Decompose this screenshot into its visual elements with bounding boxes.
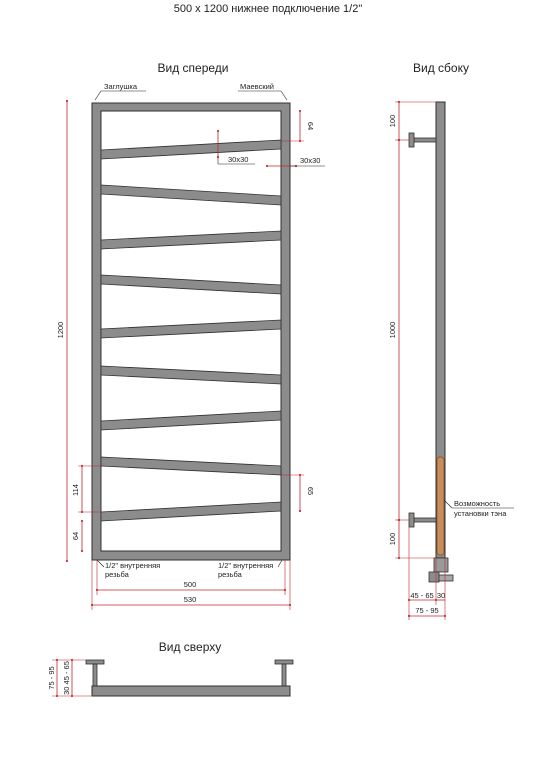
- frame-profile-dimension: 30х30: [300, 156, 321, 165]
- wall-offset-dimension: 45 - 65: [410, 591, 434, 600]
- top-view-heading: Вид сверху: [158, 640, 222, 654]
- bar-3: [101, 231, 281, 249]
- bar-6: [101, 366, 281, 384]
- mayevsky-label: Маевский: [240, 82, 274, 91]
- front-view: [56, 61, 325, 610]
- total-width-dimension: 530: [183, 595, 197, 604]
- bar-2: [101, 185, 281, 205]
- bar-4: [101, 275, 281, 294]
- drawing-title: 500 х 1200 нижнее подключение 1/2": [173, 3, 363, 15]
- bar-7: [101, 411, 281, 430]
- axis-width-dimension: 500: [183, 580, 197, 589]
- side-view: [388, 61, 514, 620]
- thread-right-line2: резьба: [218, 570, 242, 579]
- top-bracket-left: [86, 660, 104, 664]
- top-gap-dimension: 64: [306, 121, 315, 131]
- front-bars: [101, 140, 281, 521]
- side-bracket-top: [414, 138, 436, 142]
- bar-8: [101, 457, 281, 475]
- total-depth-dimension: 75 - 95: [415, 606, 439, 615]
- top-total-dimension: 75 - 95: [47, 666, 56, 690]
- bar-9: [101, 502, 281, 521]
- top-body: [92, 686, 290, 696]
- bottom-gap-dimension: 64: [71, 531, 80, 541]
- top-view: [47, 640, 293, 696]
- top-parts-dimension: 30 45 - 65: [62, 661, 71, 695]
- bar-offset-dimension: 65: [306, 486, 315, 496]
- thread-right-line1: 1/2" внутренняя: [218, 561, 274, 570]
- profile-depth-dimension: 30: [436, 591, 446, 600]
- bar-5: [101, 320, 281, 338]
- step-dimension: 114: [71, 484, 80, 496]
- side-bottom-dimension: 100: [388, 532, 397, 546]
- heater-note-line1: Возможность: [454, 499, 501, 508]
- side-top-dimension: 100: [388, 114, 397, 128]
- side-bracket-bottom: [414, 518, 436, 522]
- height-dimension: 1200: [56, 321, 65, 339]
- bar-profile-dimension: 30х30: [228, 155, 249, 164]
- side-connector-nut: [429, 572, 439, 582]
- top-bracket-right: [275, 660, 293, 664]
- bar-1: [101, 140, 281, 159]
- front-view-heading: Вид спереди: [157, 61, 229, 75]
- side-view-heading: Вид сбоку: [413, 61, 469, 75]
- side-center-dimension: 1000: [388, 321, 397, 339]
- plug-label: Заглушка: [104, 82, 138, 91]
- thread-left-line2: резьба: [105, 570, 129, 579]
- heater-note-line2: установки тэна: [454, 509, 507, 518]
- thread-left-line1: 1/2" внутренняя: [105, 561, 161, 570]
- heater-element: [437, 457, 444, 555]
